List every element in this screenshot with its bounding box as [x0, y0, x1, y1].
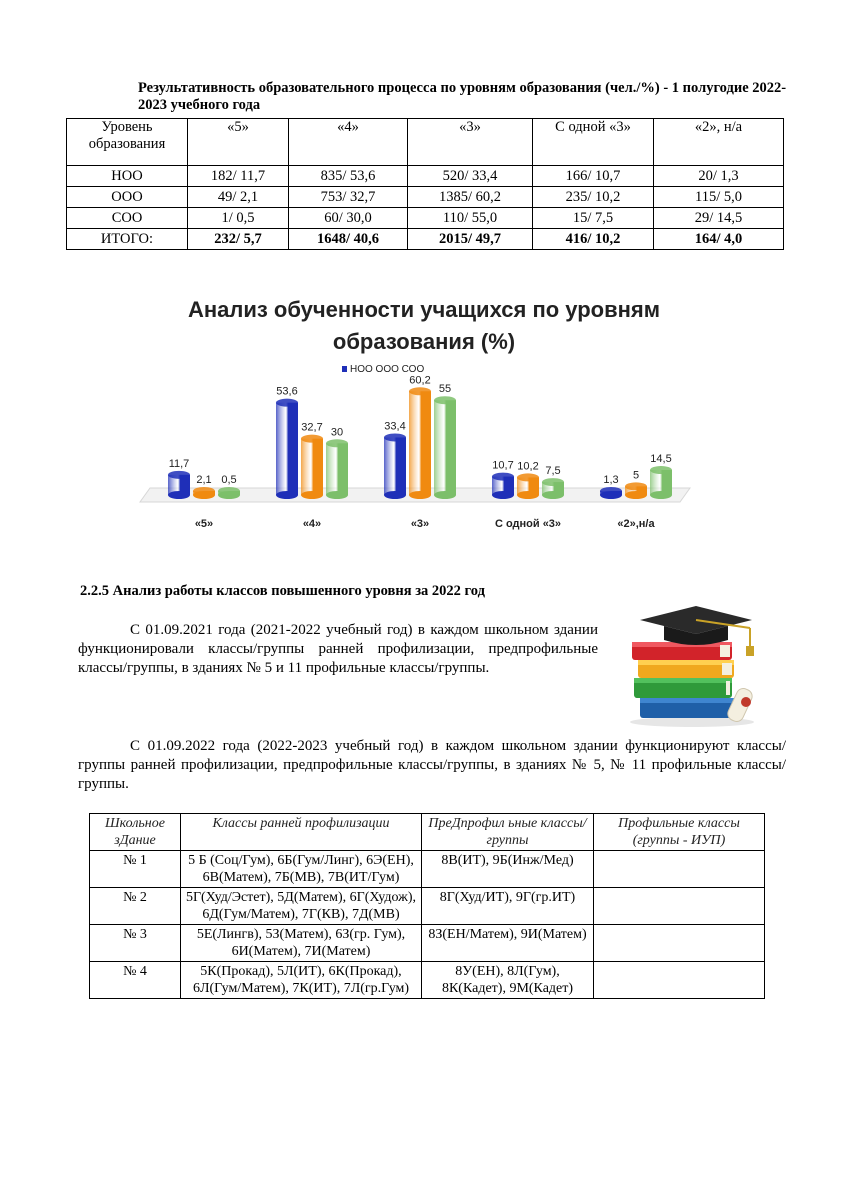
- table-cell: № 2: [90, 888, 181, 925]
- data-label: 60,2: [409, 374, 431, 387]
- bar-cap: [434, 396, 456, 404]
- bar-base: [542, 491, 564, 499]
- bar-cap: [600, 487, 622, 495]
- header-cell: Уровень образования: [67, 119, 188, 166]
- bar: [326, 443, 348, 495]
- table-row: [67, 166, 784, 187]
- bar-base: [301, 491, 323, 499]
- data-label: 53,6: [276, 385, 298, 398]
- table-cell: 20/ 1,3: [654, 166, 784, 187]
- table-row: [90, 888, 765, 925]
- paragraph: С 01.09.2021 года (2021-2022 учебный год) в каждом школьном здании функционировали классы/группы ранней профилизации, предпрофильные классы/группы, в зданиях № 5 и 11 профильные классы/группы.: [78, 622, 598, 676]
- data-label: 30: [330, 426, 344, 439]
- bar-cap: [276, 399, 298, 407]
- table-cell: 520/ 33,4: [408, 166, 533, 187]
- table-row: [90, 925, 765, 962]
- table-cell: 8З(ЕН/Матем), 9И(Матем): [422, 925, 594, 962]
- table-cell: 15/ 7,5: [533, 208, 654, 229]
- table-cell: 5Е(Лингв), 5З(Матем), 6З(гр. Гум), 6И(Матем), 7И(Матем): [181, 925, 422, 962]
- data-label: 33,4: [384, 420, 406, 433]
- legend-swatch: [342, 366, 347, 372]
- table-cell: [594, 888, 765, 925]
- header-cell: Школьное зДание: [90, 814, 181, 851]
- category-label: «5»: [194, 518, 214, 530]
- data-label: 0,5: [221, 474, 237, 486]
- table-cell: 416/ 10,2: [533, 229, 654, 250]
- table-cell: [594, 925, 765, 962]
- table-cell: № 1: [90, 851, 181, 888]
- header-cell: «3»: [408, 119, 533, 166]
- category-label: «4»: [302, 518, 322, 530]
- bar-cap: [326, 439, 348, 447]
- bar-base: [168, 491, 190, 499]
- table-cell: 753/ 32,7: [289, 187, 408, 208]
- data-label: 5: [632, 469, 640, 482]
- table-row: [90, 851, 765, 888]
- table-cell: 8В(ИТ), 9Б(Инж/Мед): [422, 851, 594, 888]
- header-cell: «2», н/а: [654, 119, 784, 166]
- bar-cap: [409, 387, 431, 395]
- bar-base: [625, 491, 647, 499]
- data-label: 1,3: [603, 474, 619, 486]
- header-cell: ПреДпрофил ьные классы/группы: [422, 814, 594, 851]
- section-heading: 2.2.5 Анализ работы классов повышенного уровня за 2022 год: [80, 583, 485, 599]
- bar-cap: [517, 473, 539, 481]
- bar-cap: [384, 433, 406, 441]
- bar-base: [326, 491, 348, 499]
- table-cell: 835/ 53,6: [289, 166, 408, 187]
- table-cell: 60/ 30,0: [289, 208, 408, 229]
- bar: [276, 403, 298, 495]
- paragraph: С 01.09.2022 года (2022-2023 учебный год) в каждом школьном здании функционируют классы/группы ранней профилизации, предпрофильные классы/группы, в зданиях № 5, № 11 профильные классы/группы.: [78, 738, 786, 792]
- table-cell: 232/ 5,7: [188, 229, 289, 250]
- data-label: 2,1: [196, 474, 212, 486]
- table-cell: 182/ 11,7: [188, 166, 289, 187]
- bar-cap: [168, 471, 190, 479]
- table-cell: 5Г(Худ/Эстет), 5Д(Матем), 6Г(Худож), 6Д(Гум/Матем), 7Г(КВ), 7Д(МВ): [181, 888, 422, 925]
- table-cell: 1648/ 40,6: [289, 229, 408, 250]
- bar: [409, 391, 431, 495]
- results-table: [66, 118, 784, 250]
- header-cell: С одной «3»: [533, 119, 654, 166]
- bar-cap: [542, 478, 564, 486]
- data-label: 14,5: [650, 453, 672, 466]
- bar-base: [276, 491, 298, 499]
- table-cell: 49/ 2,1: [188, 187, 289, 208]
- bar-base: [384, 491, 406, 499]
- data-label: 11,7: [168, 457, 190, 470]
- data-label: 10,2: [517, 460, 539, 473]
- table1-title: Результативность образовательного процесса по уровням образования (чел./%) - 1 полугодие 2022-2023 учебного года: [138, 80, 787, 113]
- table-cell: 29/ 14,5: [654, 208, 784, 229]
- bar-cap: [301, 435, 323, 443]
- bar-base: [434, 491, 456, 499]
- category-label: «3»: [410, 518, 430, 530]
- bar-cap: [193, 487, 215, 495]
- bar-cap: [492, 473, 514, 481]
- table-cell: 235/ 10,2: [533, 187, 654, 208]
- table-cell: № 3: [90, 925, 181, 962]
- bar-cap: [650, 466, 672, 474]
- table-cell: 164/ 4,0: [654, 229, 784, 250]
- table-cell: 115/ 5,0: [654, 187, 784, 208]
- table-cell: НОО: [67, 166, 188, 187]
- table-cell: [594, 962, 765, 999]
- bar-chart: [120, 360, 700, 540]
- data-label: 10,7: [492, 459, 514, 472]
- table-header-row: [67, 119, 784, 166]
- table-cell: 2015/ 49,7: [408, 229, 533, 250]
- table-cell: СОО: [67, 208, 188, 229]
- data-label: 32,7: [301, 421, 323, 434]
- books-graduation-cap-icon: [620, 598, 770, 728]
- table-cell: 1/ 0,5: [188, 208, 289, 229]
- table-cell: 166/ 10,7: [533, 166, 654, 187]
- header-cell: «4»: [289, 119, 408, 166]
- category-label: С одной «3»: [494, 518, 562, 530]
- bar: [434, 400, 456, 495]
- bar: [301, 439, 323, 495]
- category-label: «2»,н/а: [617, 518, 655, 530]
- table-cell: 8У(ЕН), 8Л(Гум), 8К(Кадет), 9М(Кадет): [422, 962, 594, 999]
- header-cell: Классы ранней профилизации: [181, 814, 422, 851]
- legend-label: НОО ООО СОО: [350, 364, 425, 375]
- header-cell: Профильные классы (группы - ИУП): [594, 814, 765, 851]
- header-cell: «5»: [188, 119, 289, 166]
- table-cell: 1385/ 60,2: [408, 187, 533, 208]
- chart-title: Анализ обученности учащихся по уровням образования (%): [187, 297, 661, 354]
- table-row: [90, 962, 765, 999]
- table-total-row: [67, 229, 784, 250]
- bar-base: [409, 491, 431, 499]
- table-cell: ИТОГО:: [67, 229, 188, 250]
- bar-cap: [625, 482, 647, 490]
- table-cell: [594, 851, 765, 888]
- data-label: 55: [438, 383, 452, 396]
- bar-cap: [218, 487, 240, 495]
- bar-base: [492, 491, 514, 499]
- bar-base: [517, 491, 539, 499]
- table-cell: 110/ 55,0: [408, 208, 533, 229]
- profile-classes-table: [89, 813, 765, 999]
- table-row: [67, 208, 784, 229]
- table-header-row: [90, 814, 765, 851]
- bar-base: [650, 491, 672, 499]
- table-cell: ООО: [67, 187, 188, 208]
- bar: [384, 437, 406, 495]
- table-cell: № 4: [90, 962, 181, 999]
- table-row: [67, 187, 784, 208]
- table-cell: 5К(Прокад), 5Л(ИТ), 6К(Прокад), 6Л(Гум/Матем), 7К(ИТ), 7Л(гр.Гум): [181, 962, 422, 999]
- table-cell: 8Г(Худ/ИТ), 9Г(гр.ИТ): [422, 888, 594, 925]
- table-cell: 5 Б (Соц/Гум), 6Б(Гум/Линг), 6Э(ЕН), 6В(Матем), 7Б(МВ), 7В(ИТ/Гум): [181, 851, 422, 888]
- data-label: 7,5: [545, 465, 561, 478]
